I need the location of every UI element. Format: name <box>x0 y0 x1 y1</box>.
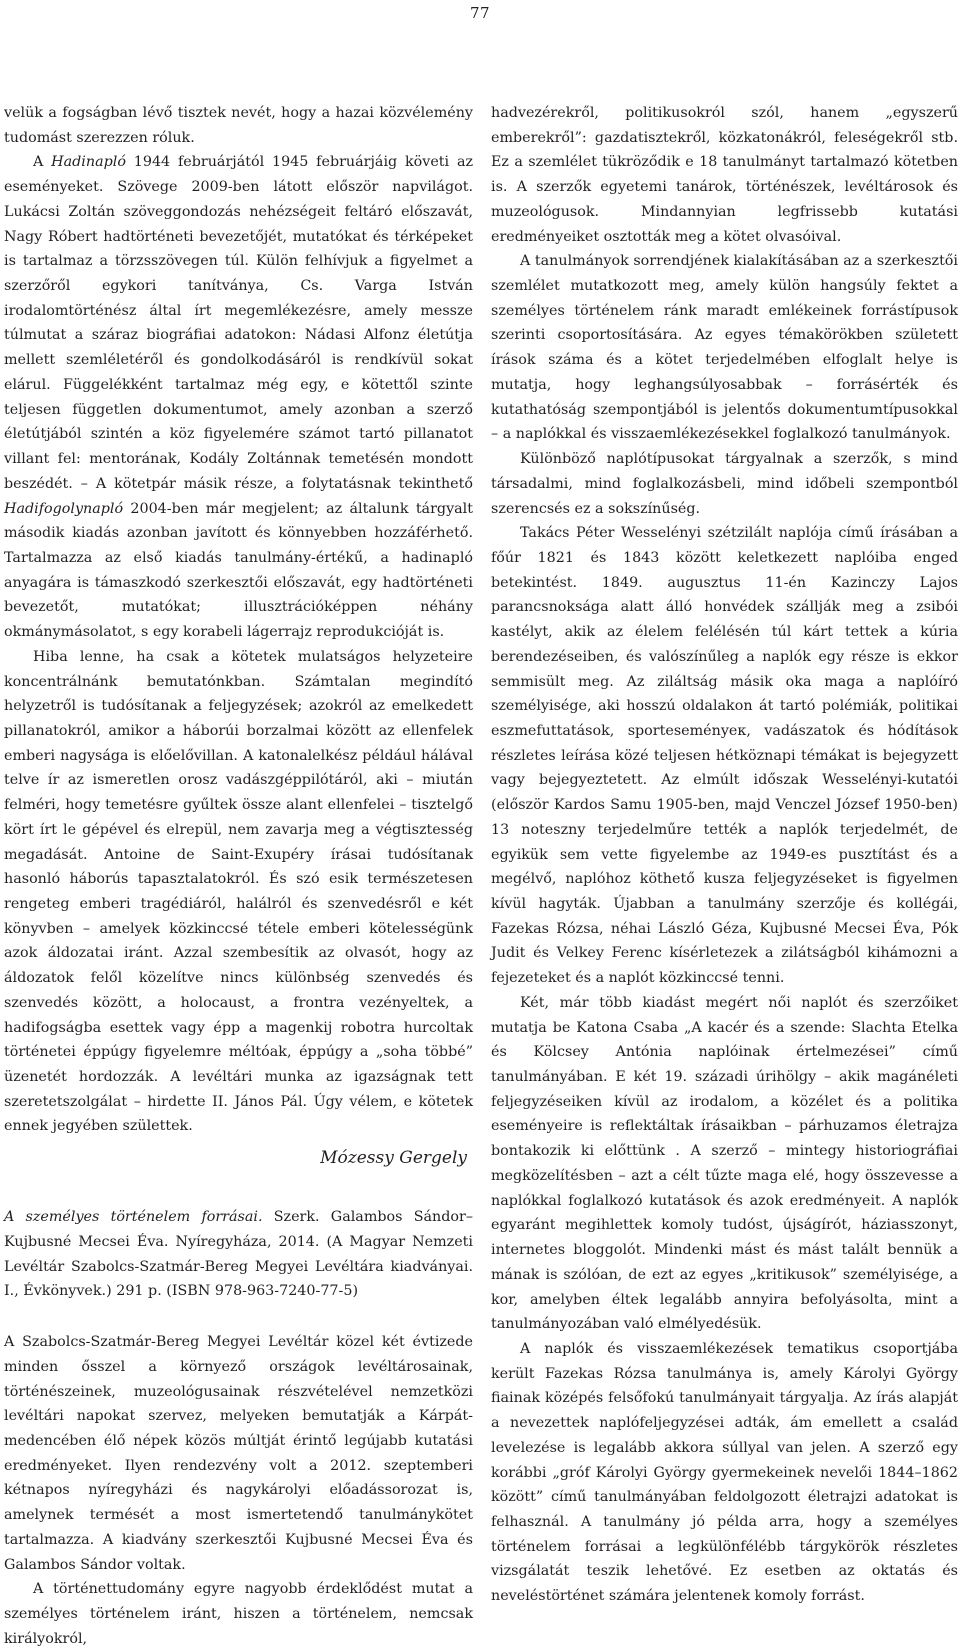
paragraph: Két, már több kiadást megért női naplót és szerzőiket mutatja be Katona Csaba „A kacér és a szende: Slachta Etelka és Kölcsey Antónia naplóinak értelmezései” című tanulmányában. E két 19. századi úrihölgy – akik magánéleti feljegyzéseiken kívül az irodalom, a közélet és a politika eseményeire is reflektáltak írásaikban – párhuzamos életrajza bontakozik ki előttünk . A szerző – mintegy historiográfiai megközelítésben – azt a célt tűzte maga elé, hogy összevesse a naplókkal foglalkozó kutatások és azok eredményeit. A naplók egyaránt megihlettek komoly tudóst, újságírót, háziasszonyt, internetes bloggolót. Mindenki mást és mást talált bennük a mának is szólóan, de ezt az egyes „kritikusok” személyisége, a kor, amelyben éltek legalább annyira befolyásolta, mint a tanulmányozában való elmélyedésük. <box>491 994 958 1333</box>
paragraph-hadinaplo <box>4 150 473 644</box>
bibliographic-reference <box>4 1205 473 1304</box>
book-title: Hadifogolynapló <box>4 500 124 517</box>
section-gap <box>4 1171 473 1205</box>
paragraph: Hiba lenne, ha csak a kötetek mulatságos helyzeteire koncentrálnánk bemutatónkban. Számtalan megindító helyzetről is tudósítanak a feljegyzések; azokról az emelkedett pillanatokról, amikor a háborúi borzalmai között az ellenfelek emberi nagysága is előelővillan. A katonalelkész például hálával telve ír az ismeretlen orosz vadászgéppilótáról, aki – miután felméri, hogy temetésre gyűltek össze alant ellenfelei – tisztelgő kört írt le gépével és elrepül, nem zavarja meg a végtisztesség megadását. Antoine de Saint-Exupéry írásai tudósítanak hasonló háborús tapasztalatokról. És szó esik természetesen rengeteg emberi tragédiáról, halálról és szenvedésről e két könyvben – amelyek közkinccsé tétele emberi kötelességünk azok áldozatai iránt. Azzal szembesítik az olvasót, hogy az áldozatok felől közelítve nincs különbség szenvedés és szenvedés között, a holocaust, a frontra vezényeltek, a hadifogságba esettek vagy épp a magenkij robotra hurcoltak történetei éppúgy figyelemre méltóak, éppúgy a „soha többé” üzenetét hordozzák. A levéltári munka az igazságnak tett szeretetszolgálat – hirdette II. János Pál. Úgy vélem, e kötetek ennek jegyében születtek. <box>4 648 473 1135</box>
text-run: A <box>33 154 52 171</box>
left-column <box>4 101 473 1651</box>
text-run: 1944 februárjától 1945 februárjáig követi az eseményeket. Szövege 2009-ben látott először napvilágot. Lukácsi Zoltán szöveggondozás nehézségeit feltáró előszavát, Nagy Róbert hadtörténeti bevezetőjét, mutatókat és térképeket is tartalmaz a törzsszövegen túl. Külön felhívjuk a figyelmet a szerzőről egykori tanítványa, Cs. Varga István irodalomtörténész által írt megemlékezésre, amely messze túlmutat a száraz biográfiai adatokon: Nádasi Alfonz életútja mellett szemléletéről és gondolkodásáról is rendkívül sokat elárul. Függelékként tartalmaz még egy, e kötettől szinte teljesen független dokumentumot, amely azonban a szerző életútjából szintén a köz figyelemére számot tartó pillanatot villant fel: mentorának, Kodály Zoltánnak temetésén mondott beszédét. – A kötetpár másik része, a folytatásnak tekinthető <box>4 154 474 492</box>
book-title: Hadinapló <box>51 154 126 171</box>
author-signature: Mózessy Gergely <box>320 1148 467 1169</box>
paragraph: A tanulmányok sorrendjének kialakításában az a szerkesztői szemlélet mutatkozott meg, amely külön hangsúly fektet a személyes történelem ránk maradt emlékeinek forrástípusok szerinti csoportosítására. Az egyes témakörökben született írások száma és a kötet terjedelmében elfoglalt helye is mutatja, hogy leghangsúlyosabbak – forrásérték és kutathatóság szempontjából is jelentős dokumentumtípusokkal – a naplókkal és visszaemlékezésekkel foglalkozó tanulmányok. <box>491 253 958 443</box>
paragraph: A naplók és visszaemlékezések tematikus csoportjába került Fazekas Rózsa tanulmánya is, amely Károlyi György fiainak középés felsőfokú tanulmányait tárgyalja. Az írás alapját a nevezettek naplófeljegyzései adták, ám emellett a család levelezése is legalább akkora súllyal van jelen. A szerző egy korábbi „gróf Károlyi György gyermekeinek nevelői 1844–1862 között” című tanulmányában feldolgozott életrajzi adatokat is felhasznál. A tanulmány jó példa arra, hogy a személyes történelem forrásai a legkülönfélébb tárgykörök részletes vizsgálatát teszik lehetővé. Ez esetben az oktatás és neveléstörténet számára jelentenek komoly forrást. <box>491 1340 958 1605</box>
paragraph: Különböző naplótípusokat tárgyalnak a szerzők, s mind társadalmi, mind foglalkozásbeli, mind időbeli szempontból szerencsés ez a sokszínűség. <box>491 451 958 517</box>
right-column <box>491 101 958 1609</box>
text-run: Szerk. Galambos Sándor–Kujbusné Mecsei Éva. Nyíregyháza, 2014. (A Magyar Nemzeti Levéltár Szabolcs-Szatmár-Bereg Megyei Levéltára kiadványai. I., Évkönyvek.) 291 p. (ISBN 978-963-7240-77-5) <box>4 1209 473 1300</box>
paragraph: A történettudomány egyre nagyobb érdeklődést mutat a személyes történelem iránt, hiszen a történelem, nemcsak királyokról, <box>4 1581 473 1647</box>
page-number: 77 <box>469 4 491 22</box>
book-title: A személyes történelem forrásai. <box>4 1209 263 1226</box>
paragraph: Takács Péter Wesselényi szétzilált naplója című írásában a főúr 1821 és 1843 között keletkezett naplóiba enged betekintést. 1849. augusztus 11-én Kazinczy Lajos parancsnoksága alatt álló honvédek szállják meg a zsibói kastélyt, akik az élelem felélésén túl kárt tettek a kúria berendezéseiben, és valószínűleg a naplók egy része is ekkor semmisült meg. Az ziláltság másik oka maga a naplóíró személyisége, aki hosszú oldalakon át tartó polémiák, politikai eszmefuttatások, sporteseményeк, vadászatok és hódítások részletes leírása közé teljesen hétköznapi témákat is bejegyzett vagy bejegyeztetett. Az elmúlt időszak Wesselényi-kutatói (először Kardos Samu 1905-ben, majd Venczel József 1950-ben) 13 noteszny terjedelműre tették a naplók terjedelmét, de egyikük sem vette figyelembe az 1949-es pusztítást és a megélvő, naplóhoz köthető kusza feljegyzéseket is figyelmen kívül hagyták. Újabban a tanulmány szerzője és kollégái, Fazekas Rózsa, néhai László Géza, Kujbusné Mecsei Éva, Pók Judit és Velkey Ferenc kísérletezek a zilátságból kihámozni a fejezeteket és a naplót közkinccsé tenni. <box>491 525 958 987</box>
section-gap <box>4 1304 473 1330</box>
text-run: 2004-ben már megjelent; az általunk tárgyalt második kiadás azonban javított és könnyebben hozzáférhető. Tartalmazza az első kiadás tanulmány-értékű, a hadinapló anyagára is támaszkodó szerkesztői előszavát, egy hadtörténeti bevezetőt, mutatókat; illusztrációképpen néhány okmánymásolatot, s egy korabeli lágerrajz reprodukcióját is. <box>4 500 473 641</box>
paragraph: A Szabolcs-Szatmár-Bereg Megyei Levéltár közel két évtizede minden ősszel a környező országok levéltárosainak, történészeinek, muzeológusainak részvételével nemzetközi levéltári napokat szervez, melyeken bemutatják a Kárpát-medencében élő népek közös múltját érintő legújabb kutatási eredményeket. Ilyen rendezvény volt a 2012. szeptemberi kétnapos nyíregyházi és nagykárolyi előadássorozat is, amelynek termését a most ismertetendő tanulmánykötet tartalmazza. A kiadvány szerkesztői Kujbusné Mecsei Éva és Galambos Sándor voltak. <box>4 1334 473 1573</box>
paragraph: hadvezérekről, politikusokról szól, hanem „egyszerű emberekről”: gazdatisztekről, közkatonákról, feleségekről stb. Ez a szemlélet tükröződik e 18 tanulmányt tartalmazó kötetben is. A szerzők egyetemi tanárok, történészek, levéltárosok és muzeológusok. Mindannyian legfrissebb kutatási eredményeiket osztották meg a kötet olvasóival. <box>491 105 958 245</box>
paragraph: velük a fogságban lévő tisztek nevét, hogy a hazai közvélemény tudomást szerezzen róluk. <box>4 105 473 146</box>
